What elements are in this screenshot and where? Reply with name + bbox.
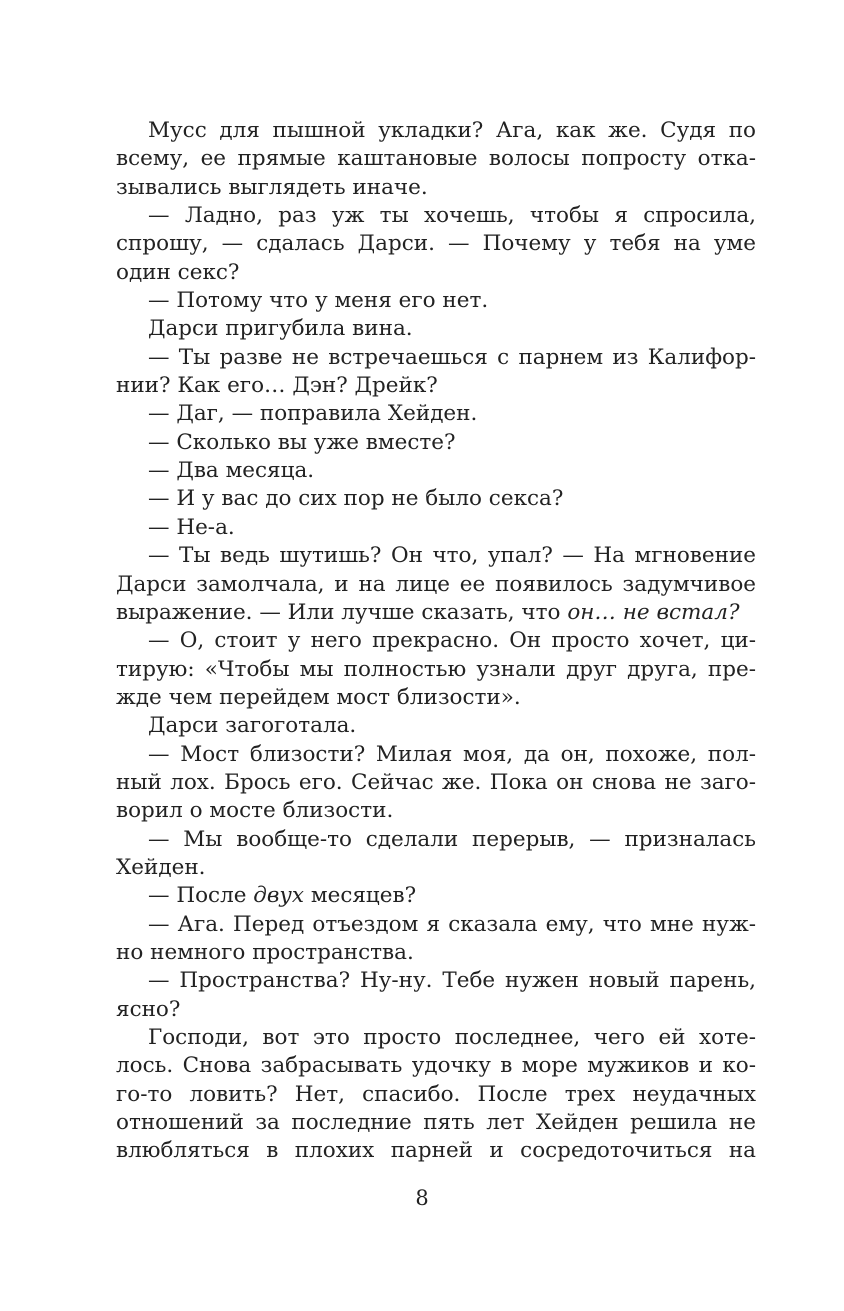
text-segment: Мусс для пышной укладки? Ага, как же. Судя по [148, 118, 756, 143]
text-segment: Господи, вот это просто последнее, чего ей хоте- [148, 1025, 756, 1050]
text-line [116, 684, 756, 712]
text-line [116, 712, 756, 740]
text-line [116, 769, 756, 797]
text-line [116, 457, 756, 485]
text-segment: — Ты ведь шутишь? Он что, упал? — На мгновение [148, 543, 756, 569]
text-segment: жде чем перейдем мост близости». [116, 684, 521, 710]
text-line [116, 1109, 756, 1137]
text-segment: лось. Снова забрасывать удочку в море мужиков и ко- [116, 1053, 756, 1079]
text-segment: го-то ловить? Нет, спасибо. После трех неудачных [116, 1081, 756, 1107]
italic-text: он… не встал? [567, 599, 740, 625]
text-segment: — Пространства? Ну-ну. Тебе нужен новый парень, [148, 968, 756, 994]
text-line [116, 826, 756, 854]
text-segment: всему, ее прямые каштановые волосы попросту отка- [116, 146, 756, 172]
text-segment: ясно? [116, 996, 181, 1022]
text-segment: — Ладно, раз уж ты хочешь, чтобы я спросила, [148, 203, 756, 229]
text-segment: Хейден. [116, 854, 206, 880]
text-line [116, 854, 756, 882]
text-segment: — О, стоит у него прекрасно. Он просто хочет, ци- [148, 628, 756, 654]
text-segment: — Сколько вы уже вместе? [148, 429, 456, 455]
text-segment: — Ты разве не встречаешься с парнем из Калифор- [148, 344, 756, 370]
text-line [116, 202, 756, 230]
text-segment: — Ага. Перед отъездом я сказала ему, что мне нуж- [148, 911, 756, 937]
text-segment: — Два месяца. [148, 458, 315, 484]
text-segment: выражение. — Или лучше сказать, что [116, 599, 568, 625]
text-segment: зывались выглядеть иначе. [116, 174, 428, 200]
text-line [116, 911, 756, 939]
text-segment: но немного пространства. [116, 939, 414, 965]
text-line [116, 287, 756, 315]
text-segment: ный лох. Брось его. Сейчас же. Пока он снова не заго- [116, 769, 756, 795]
text-segment: Дарси загоготала. [148, 713, 357, 739]
text-segment: — Мост близости? Милая моя, да он, похоже, пол- [148, 741, 756, 767]
text-line [116, 145, 756, 173]
text-line [116, 882, 756, 910]
text-line [116, 1024, 756, 1052]
text-segment: Дарси пригубила вина. [148, 316, 413, 342]
text-line [116, 1137, 756, 1165]
text-line [116, 996, 756, 1024]
text-line [116, 117, 756, 145]
text-segment: — Даг, — поправила Хейден. [148, 401, 478, 427]
text-line [116, 174, 756, 202]
text-segment: — Потому что у меня его нет. [148, 288, 489, 314]
text-segment: — Не-а. [148, 514, 235, 540]
text-segment: влюбляться в плохих парней и сосредоточиться на [116, 1138, 756, 1164]
text-segment: ворил о мосте близости. [116, 798, 394, 824]
text-line [116, 656, 756, 684]
text-line [116, 315, 756, 343]
text-segment: Дарси замолчала, и на лице ее появилось задумчивое [116, 571, 756, 597]
italic-text: двух [253, 883, 305, 909]
text-line [116, 429, 756, 457]
text-line [116, 542, 756, 570]
page-number: 8 [415, 1186, 429, 1210]
text-line [116, 372, 756, 400]
text-segment: нии? Как его… Дэн? Дрейк? [116, 373, 438, 399]
text-line [116, 1052, 756, 1080]
body-text [116, 117, 756, 1166]
text-segment: — После [148, 883, 254, 909]
text-line [116, 599, 756, 627]
text-line [116, 514, 756, 542]
text-line [116, 1081, 756, 1109]
text-line [116, 939, 756, 967]
text-segment: отношений за последние пять лет Хейден решила не [116, 1110, 756, 1136]
text-segment: тирую: «Чтобы мы полностью узнали друг друга, пре- [116, 656, 756, 682]
text-line [116, 344, 756, 372]
text-segment: месяцев? [304, 883, 417, 909]
text-segment: один секс? [116, 259, 240, 285]
text-line [116, 259, 756, 287]
text-line [116, 485, 756, 513]
text-line [116, 400, 756, 428]
text-line [116, 571, 756, 599]
text-line [116, 797, 756, 825]
text-line [116, 741, 756, 769]
text-line [116, 627, 756, 655]
text-line [116, 230, 756, 258]
text-segment: спрошу, — сдалась Дарси. — Почему у тебя на уме [116, 231, 756, 257]
text-line [116, 967, 756, 995]
text-segment: — Мы вообще-то сделали перерыв, — призналась [148, 826, 756, 852]
text-segment: — И у вас до сих пор не было секса? [148, 486, 564, 512]
